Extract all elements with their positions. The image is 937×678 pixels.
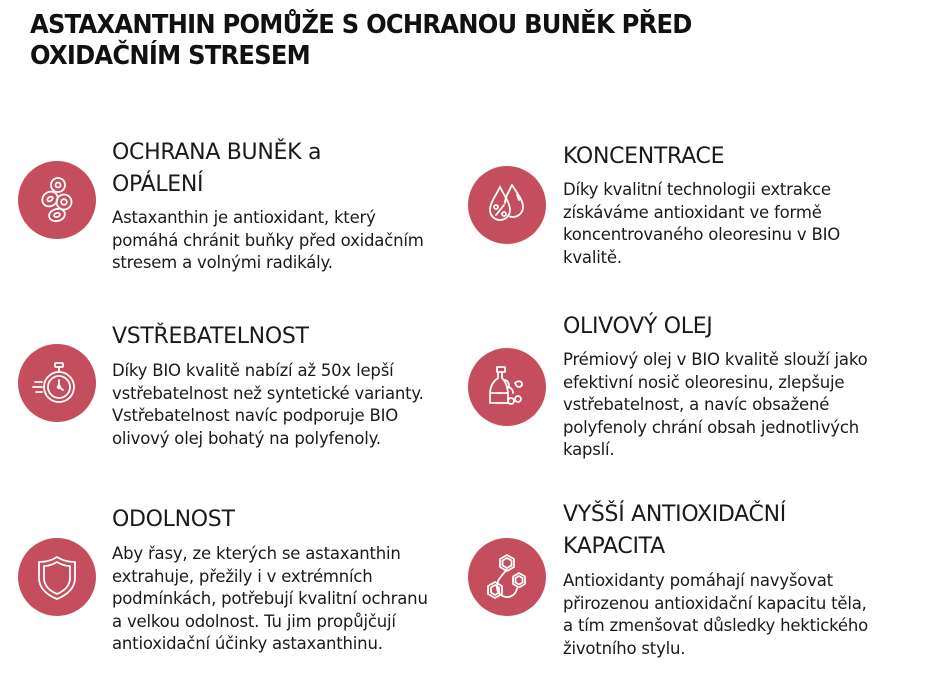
feature-description: Díky BIO kvalitě nabízí až 50x lepší vstřebatelnost než syntetické varianty. Vstřebatelnost navíc podporuje BIO olivový olej bohatý na polyfenoly. [112, 361, 424, 448]
page-title [30, 10, 774, 72]
feature-description: Prémiový olej v BIO kvalitě slouží jako efektivní nosič oleoresinu, zlepšuje vstřebatelnost, a navíc obsažené polyfenoly chrání obsah jednotlivých kapslí. [563, 350, 868, 459]
page-title-line-1: ASTAXANTHIN POMŮŽE S OCHRANOU BUNĚK PŘED [30, 10, 692, 40]
feature-heading: VSTŘEBATELNOST [112, 324, 309, 349]
shield-icon [18, 538, 96, 616]
molecule-drop-icon [468, 538, 546, 616]
feature-heading: OLIVOVÝ OLEJ [563, 314, 713, 339]
stopwatch-icon [18, 344, 96, 422]
feature-heading: VYŠŠÍ ANTIOXIDAČNÍ KAPACITA [563, 502, 786, 559]
feature-description: Díky kvalitní technologii extrakce získáváme antioxidant ve formě koncentrovaného oleoresinu v BIO kvalitě. [563, 180, 841, 267]
feature-heading: ODOLNOST [112, 507, 235, 532]
feature-description: Aby řasy, ze kterých se astaxanthin extrahuje, přežily i v extrémních podmínkách, potřebují kvalitní ochranu a velkou odolnost. Tu jim propůjčují antioxidační účinky astaxanthinu. [112, 544, 428, 653]
feature-heading: KONCENTRACE [563, 144, 725, 169]
page-title-line-2: OXIDAČNÍM STRESEM [30, 41, 310, 71]
feature-heading: OCHRANA BUNĚK a OPÁLENÍ [112, 140, 322, 197]
feature-description: Astaxanthin je antioxidant, který pomáhá chránit buňky před oxidačním stresem a volnými radikály. [112, 208, 424, 272]
cells-icon [18, 161, 96, 239]
feature-description: Antioxidanty pomáhají navyšovat přirozenou antioxidační kapacitu těla, a tím zmenšovat důsledky hektického životního stylu. [563, 571, 869, 658]
drops-percent-icon [468, 166, 546, 244]
olive-oil-icon [468, 348, 546, 426]
